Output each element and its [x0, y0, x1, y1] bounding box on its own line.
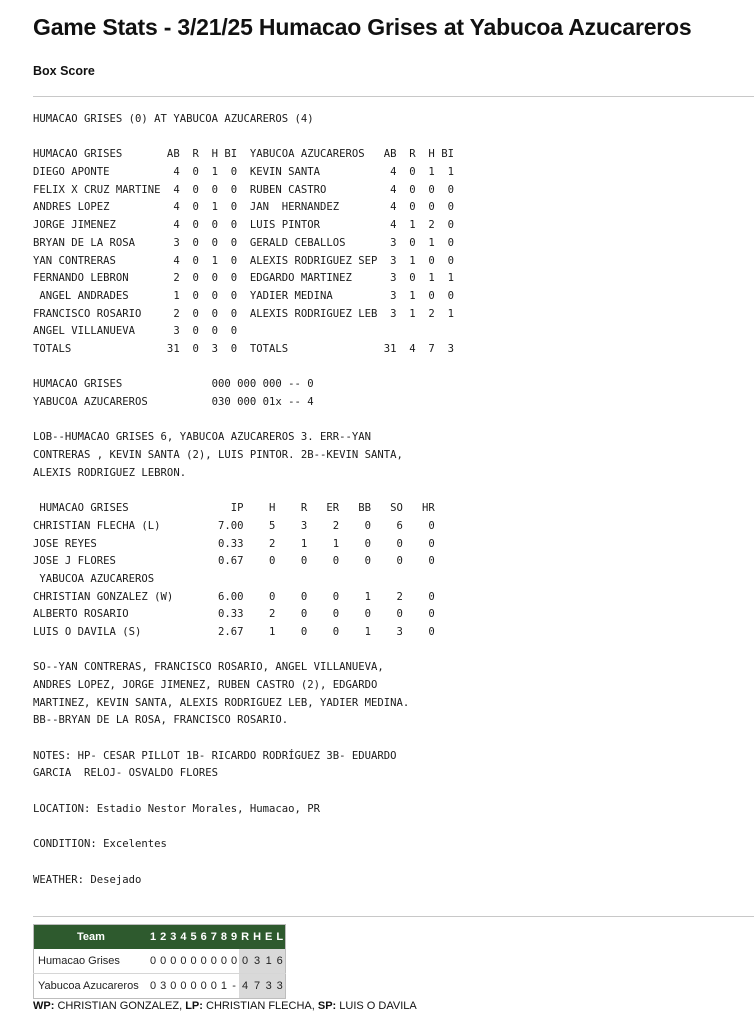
linescore-header-inning: 3 — [168, 925, 178, 950]
linescore-inning-cell: 0 — [150, 980, 157, 992]
box-score-line: LUIS O DAVILA (S) 2.67 1 0 0 1 3 0 — [33, 625, 435, 638]
box-score-line: CHRISTIAN GONZALEZ (W) 6.00 0 0 0 1 2 0 — [33, 590, 435, 603]
blank-line — [33, 819, 454, 837]
save-pitcher: LUIS O DAVILA — [339, 1000, 417, 1012]
linescore-lob-cell: 3 — [274, 974, 285, 999]
linescore-table — [33, 924, 286, 999]
linescore-row — [34, 949, 286, 974]
box-score-line: JOSE J FLORES 0.67 0 0 0 0 0 0 — [33, 555, 435, 568]
blank-line — [33, 359, 454, 377]
linescore-errors-cell: 1 — [263, 949, 274, 974]
box-score-line: MARTINEZ, KEVIN SANTA, ALEXIS RODRIGUEZ LEB, YADIER MEDINA. — [33, 696, 410, 709]
box-score-line: WEATHER: Desejado — [33, 873, 142, 886]
box-score-line: FRANCISCO ROSARIO 2 0 0 0 ALEXIS RODRIGUEZ LEB 3 1 2 1 — [33, 307, 454, 320]
box-score-text — [33, 111, 454, 889]
linescore-inning-cell: 0 — [190, 980, 197, 992]
box-score-line: ANGEL ANDRADES 1 0 0 0 YADIER MEDINA 3 1 0 0 — [33, 289, 454, 302]
linescore-inning-cell: 0 — [210, 980, 217, 992]
linescore-header-hits: H — [251, 925, 263, 950]
box-score-line: HUMACAO GRISES 000 000 000 -- 0 — [33, 378, 314, 391]
box-score-line: BB--BRYAN DE LA ROSA, FRANCISCO ROSARIO. — [33, 714, 289, 727]
linescore-inning-cell: - — [232, 980, 236, 992]
linescore-header-inning: 9 — [229, 925, 239, 950]
linescore-header-inning: 2 — [158, 925, 168, 950]
linescore-inning-cell: 0 — [219, 949, 229, 974]
linescore-hits-cell: 7 — [251, 974, 263, 999]
linescore-inning-cell: 3 — [160, 980, 167, 992]
box-score-line: HUMACAO GRISES (0) AT YABUCOA AZUCAREROS (4) — [33, 113, 314, 125]
box-score-line: HUMACAO GRISES AB R H BI YABUCOA AZUCAREROS AB R H BI — [33, 148, 454, 161]
blank-line — [33, 642, 454, 660]
linescore-header-inning: 5 — [189, 925, 199, 950]
losing-pitcher-label: LP: — [185, 1000, 203, 1012]
box-score-line: YAN CONTRERAS 4 0 1 0 ALEXIS RODRIGUEZ SEP 3 1 0 0 — [33, 254, 454, 267]
linescore-team-name: Humacao Grises — [34, 949, 149, 974]
box-score-line: ANGEL VILLANUEVA 3 0 0 0 — [33, 325, 238, 338]
box-score-line: YABUCOA AZUCAREROS — [33, 572, 155, 585]
linescore-row — [34, 974, 286, 999]
linescore-inning-cell: 0 — [170, 980, 177, 992]
linescore-header-lob: L — [274, 925, 285, 950]
box-score-line: SO--YAN CONTRERAS, FRANCISCO ROSARIO, ANGEL VILLANUEVA, — [33, 661, 384, 674]
box-score-line: GARCIA RELOJ- OSVALDO FLORES — [33, 767, 218, 780]
blank-line — [33, 854, 454, 872]
winning-pitcher: CHRISTIAN GONZALEZ, — [57, 1000, 183, 1012]
linescore-header-inning: 4 — [178, 925, 188, 950]
page-title: Game Stats - 3/21/25 Humacao Grises at Yabucoa Azucareros — [33, 14, 692, 40]
linescore-header-inning: 1 — [148, 925, 158, 950]
box-score-heading: Box Score — [33, 64, 95, 78]
linescore-inning-cell: 0 — [199, 949, 209, 974]
box-score-line: NOTES: HP- CESAR PILLOT 1B- RICARDO RODRÍGUEZ 3B- EDUARDO — [33, 749, 397, 762]
linescore-inning-cell: 0 — [148, 949, 158, 974]
linescore-inning-cell: 0 — [200, 980, 207, 992]
linescore-team-name: Yabucoa Azucareros — [38, 980, 139, 992]
box-score-line: FELIX X CRUZ MARTINE 4 0 0 0 RUBEN CASTRO 4 0 0 0 — [33, 183, 454, 196]
top-divider — [33, 96, 754, 97]
linescore-header-inning: 8 — [219, 925, 229, 950]
linescore-inning-cell: 0 — [209, 949, 219, 974]
winning-pitcher-label: WP: — [33, 1000, 55, 1012]
linescore-inning-cell: 0 — [178, 949, 188, 974]
linescore-errors-cell: 3 — [263, 974, 274, 999]
linescore-inning-cell: 1 — [220, 980, 227, 992]
box-score-line: HUMACAO GRISES IP H R ER BB SO HR — [33, 502, 435, 515]
linescore-header-runs: R — [239, 925, 251, 950]
linescore-header-team: Team — [34, 925, 149, 950]
box-score-line: LOCATION: Estadio Nestor Morales, Humacao, PR — [33, 802, 321, 815]
box-score-line: TOTALS 31 0 3 0 TOTALS 31 4 7 3 — [33, 342, 454, 355]
linescore-runs-cell: 4 — [239, 974, 251, 999]
linescore-inning-cell: 0 — [189, 949, 199, 974]
linescore-inning-cell: 0 — [229, 949, 239, 974]
linescore-inning-cell: 0 — [180, 980, 187, 992]
box-score-line: ANDRES LOPEZ 4 0 1 0 JAN HERNANDEZ 4 0 0 0 — [33, 201, 454, 214]
box-score-line: CONDITION: Excelentes — [33, 838, 167, 851]
linescore-lob-cell: 6 — [274, 949, 285, 974]
linescore-header-inning: 7 — [209, 925, 219, 950]
box-score-line: JORGE JIMENEZ 4 0 0 0 LUIS PINTOR 4 1 2 0 — [33, 219, 454, 232]
box-score-line: JOSE REYES 0.33 2 1 1 0 0 0 — [33, 537, 435, 550]
blank-line — [33, 783, 454, 801]
box-score-line: CHRISTIAN FLECHA (L) 7.00 5 3 2 0 6 0 — [33, 519, 435, 532]
blank-line — [33, 412, 454, 430]
linescore-inning-cell: 0 — [168, 949, 178, 974]
bottom-divider — [33, 916, 754, 917]
linescore-header-inning: 6 — [199, 925, 209, 950]
linescore-inning-cell: 0 — [158, 949, 168, 974]
box-score-line: YABUCOA AZUCAREROS 030 000 01x -- 4 — [33, 396, 314, 408]
box-score-line: LOB--HUMACAO GRISES 6, YABUCOA AZUCAREROS 3. ERR--YAN — [33, 431, 372, 444]
box-score-line: ANDRES LOPEZ, JORGE JIMENEZ, RUBEN CASTRO (2), EDGARDO — [33, 679, 378, 691]
box-score-line: FERNANDO LEBRON 2 0 0 0 EDGARDO MARTINEZ 3 0 1 1 — [33, 272, 454, 285]
box-score-line: ALBERTO ROSARIO 0.33 2 0 0 0 0 0 — [33, 608, 435, 621]
pitching-decisions — [33, 1000, 417, 1012]
box-score-line: CONTRERAS , KEVIN SANTA (2), LUIS PINTOR. 2B--KEVIN SANTA, — [33, 449, 403, 462]
blank-line — [33, 129, 454, 147]
linescore-hits-cell: 3 — [251, 949, 263, 974]
box-score-line: ALEXIS RODRIGUEZ LEBRON. — [33, 466, 187, 479]
losing-pitcher: CHRISTIAN FLECHA, — [206, 1000, 315, 1012]
linescore-header-row — [34, 925, 286, 950]
box-score-line: DIEGO APONTE 4 0 1 0 KEVIN SANTA 4 0 1 1 — [33, 166, 454, 179]
blank-line — [33, 730, 454, 748]
linescore-runs-cell: 0 — [239, 949, 251, 974]
linescore-header-errors: E — [263, 925, 274, 950]
box-score-line: BRYAN DE LA ROSA 3 0 0 0 GERALD CEBALLOS 3 0 1 0 — [33, 236, 454, 249]
blank-line — [33, 482, 454, 500]
save-pitcher-label: SP: — [317, 1000, 337, 1012]
